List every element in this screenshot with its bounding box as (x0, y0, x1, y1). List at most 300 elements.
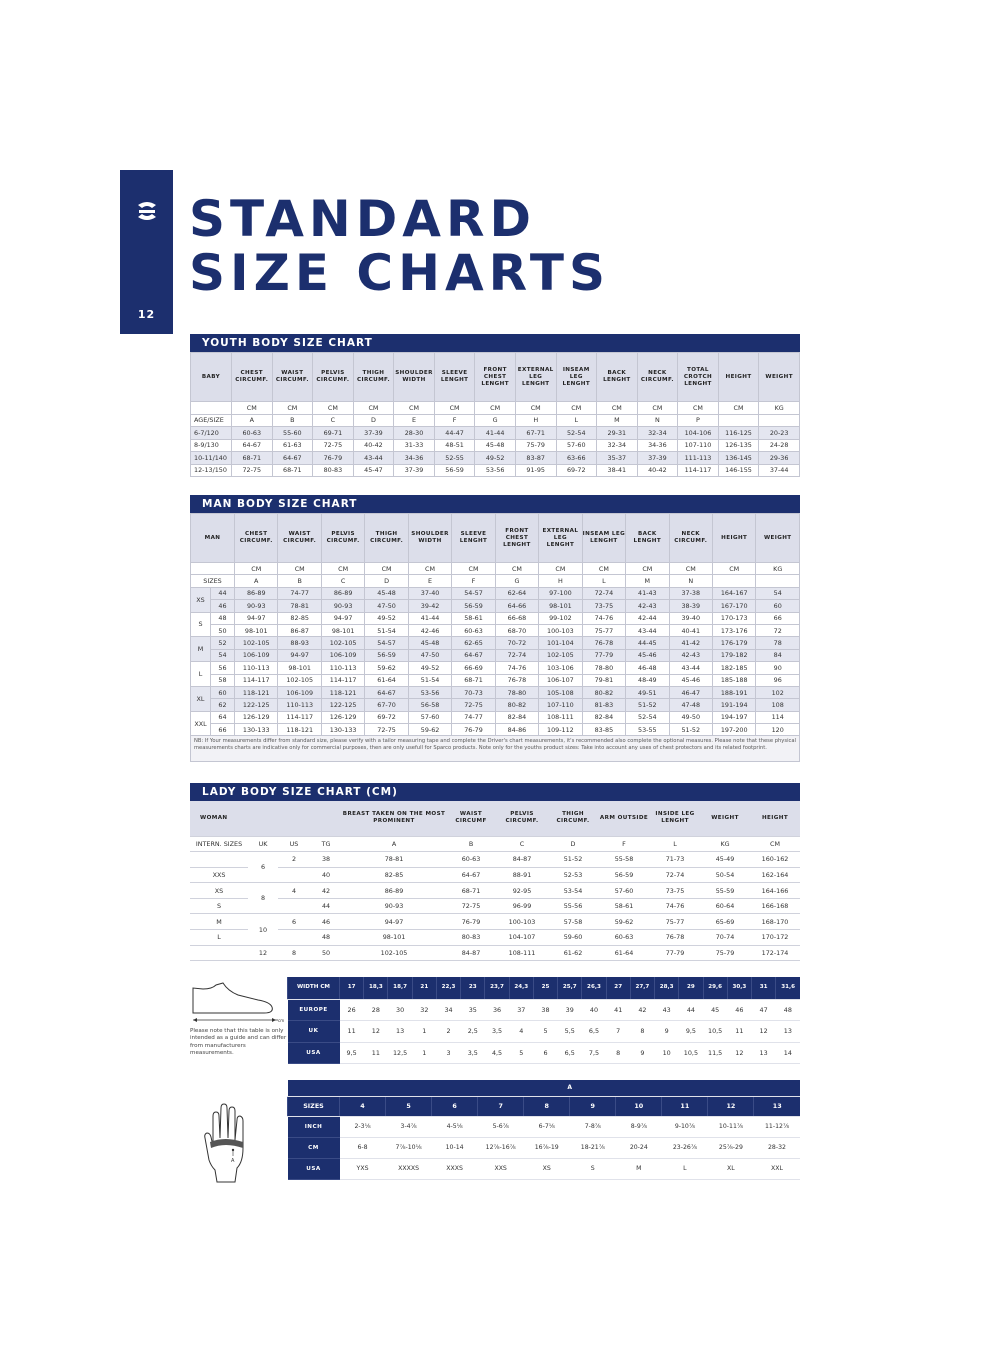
shoe-cell: 13 (776, 1021, 800, 1043)
man-cell: 80-82 (582, 686, 625, 698)
man-table-row (191, 637, 800, 649)
man-cell: 102-105 (235, 637, 278, 649)
shoe-size-row (288, 1021, 801, 1043)
lady-cell: 61-64 (598, 945, 650, 961)
shoe-cell: 26 (340, 999, 364, 1021)
man-cell: 102-105 (278, 674, 321, 686)
youth-cell: 31-33 (394, 439, 435, 452)
lady-cell: 108-111 (496, 945, 548, 961)
man-table-row (191, 649, 800, 661)
man-cell: 103-106 (539, 662, 582, 674)
lady-cell: 92-95 (496, 883, 548, 899)
lady-cell: 102-105 (342, 945, 446, 961)
youth-unit-cell: KG (759, 402, 800, 415)
man-cell: 179-182 (712, 649, 755, 661)
man-cell: 76-78 (582, 637, 625, 649)
youth-cell: 61-63 (272, 439, 313, 452)
man-col-header: NECK CIRCUMF. (669, 514, 712, 563)
man-unit-cell: CM (582, 563, 625, 575)
youth-cell: 10-11/140 (191, 452, 232, 465)
lady-cell: 60-64 (700, 898, 750, 914)
lady-letter-cell: KG (700, 836, 750, 852)
shoe-cell: 32 (412, 999, 436, 1021)
man-cell: 48-49 (626, 674, 669, 686)
lady-cell: 168-170 (750, 914, 800, 930)
youth-col-header: BABY (191, 353, 232, 402)
lady-cell: 6 (278, 914, 310, 930)
glove-cell: 10-11⅞ (708, 1116, 754, 1137)
lady-cell: XS (190, 883, 248, 899)
man-cell: 79-81 (582, 674, 625, 686)
man-cell: 82-84 (495, 711, 538, 723)
man-cell: 72-74 (495, 649, 538, 661)
shoe-cell: 6 (533, 1042, 557, 1064)
glove-size-cell: 8 (524, 1096, 570, 1116)
lady-cell: S (190, 898, 248, 914)
lady-letter-cell: B (446, 836, 496, 852)
man-cell: 66 (756, 612, 800, 624)
shoe-cell: 1 (412, 1042, 436, 1064)
shoe-cell: 11 (727, 1021, 751, 1043)
shoe-row-label: EUROPE (288, 999, 340, 1021)
man-cell: 45-46 (626, 649, 669, 661)
youth-cell: 68-71 (272, 464, 313, 477)
man-cell: 47-48 (669, 699, 712, 711)
man-col-header: PELVIS CIRCUMF. (321, 514, 364, 563)
glove-cell: 11-12⅞ (754, 1116, 800, 1137)
man-cell: 45-46 (669, 674, 712, 686)
man-cell: 37-38 (669, 587, 712, 599)
glove-size-row (288, 1116, 801, 1137)
youth-col-header: BACK LENGHT (597, 353, 638, 402)
page-title (189, 192, 610, 300)
shoe-width-cell: 25,7 (558, 977, 582, 999)
man-cell: 56-59 (365, 649, 408, 661)
man-table-row (191, 624, 800, 636)
shoe-cell: 4,5 (485, 1042, 509, 1064)
man-cell: 70-72 (495, 637, 538, 649)
lady-cell: 98-101 (342, 930, 446, 946)
man-cell: 98-101 (321, 624, 364, 636)
man-unit-cell (191, 563, 235, 575)
shoe-cell: 10,5 (679, 1042, 703, 1064)
man-cell: 74-77 (452, 711, 495, 723)
glove-cell: M (616, 1158, 662, 1179)
glove-size-row (288, 1158, 801, 1179)
shoe-cell: 12,5 (388, 1042, 412, 1064)
lady-letter-cell: CM (750, 836, 800, 852)
lady-table-row (190, 883, 800, 899)
man-col-header: BACK LENGHT (626, 514, 669, 563)
man-cell: 118-121 (235, 686, 278, 698)
lady-cell: 60-63 (446, 852, 496, 868)
shoe-width-cell: 28,3 (655, 977, 679, 999)
youth-cell: 80-83 (313, 464, 354, 477)
youth-col-header: TOTAL CROTCH LENGHT (678, 353, 719, 402)
lady-table-row (190, 945, 800, 961)
shoe-width-cell: 31,6 (776, 977, 800, 999)
man-cell: 114-117 (321, 674, 364, 686)
man-cell: 37-40 (408, 587, 451, 599)
youth-unit-cell: CM (394, 402, 435, 415)
youth-letter-cell: C (313, 414, 354, 427)
youth-letter-cell (759, 414, 800, 427)
man-cell: 98-101 (235, 624, 278, 636)
shoe-row-label: USA (288, 1042, 340, 1064)
man-letter-cell: D (365, 575, 408, 587)
glove-row-label: INCH (288, 1116, 340, 1137)
man-cell: 51-54 (408, 674, 451, 686)
youth-table-row (191, 452, 800, 465)
youth-chart-title: YOUTH BODY SIZE CHART (190, 334, 800, 352)
man-cell: 130-133 (235, 724, 278, 736)
man-cell: 52-54 (626, 711, 669, 723)
hand-icon (195, 1098, 265, 1186)
lady-col-header: WOMAN (190, 801, 342, 836)
man-cell: 64-66 (495, 600, 538, 612)
youth-cell: 8-9/130 (191, 439, 232, 452)
youth-unit-cell: CM (718, 402, 759, 415)
youth-letter-cell: N (637, 414, 678, 427)
man-size-label: XXL (191, 711, 211, 736)
lady-cell: 84-87 (446, 945, 496, 961)
page-title-line-1: STANDARD (189, 190, 536, 248)
youth-unit-cell: CM (272, 402, 313, 415)
man-cell: 106-109 (278, 686, 321, 698)
lady-cell: 64-67 (446, 867, 496, 883)
glove-sizes-label: SIZES (288, 1096, 340, 1116)
man-cell: 40-41 (669, 624, 712, 636)
lady-cell: 160-162 (750, 852, 800, 868)
man-cell: 105-108 (539, 686, 582, 698)
youth-cell: 57-60 (556, 439, 597, 452)
man-letter-cell: A (235, 575, 278, 587)
glove-cell: 4-5⅛ (432, 1116, 478, 1137)
man-unit-cell: CM (539, 563, 582, 575)
glove-head-cell: A (340, 1080, 801, 1096)
youth-cell: 38-41 (597, 464, 638, 477)
man-cell: 81-83 (582, 699, 625, 711)
youth-cell: 75-79 (515, 439, 556, 452)
man-cell: 58-61 (452, 612, 495, 624)
man-col-header: SHOULDER WIDTH (408, 514, 451, 563)
man-units-row (191, 563, 800, 575)
youth-letter-cell (718, 414, 759, 427)
man-letter-cell (756, 575, 800, 587)
man-cell: 68-71 (452, 674, 495, 686)
man-letter-cell: E (408, 575, 451, 587)
youth-col-header: WEIGHT (759, 353, 800, 402)
lady-cell (278, 867, 310, 883)
youth-unit-cell: CM (515, 402, 556, 415)
man-cell: 86-89 (321, 587, 364, 599)
man-cell: 173-176 (712, 624, 755, 636)
glove-size-cell: 5 (386, 1096, 432, 1116)
lady-cell: 172-174 (750, 945, 800, 961)
lady-cell: 68-71 (446, 883, 496, 899)
youth-letter-cell: H (515, 414, 556, 427)
youth-cell: 32-34 (597, 439, 638, 452)
lady-cell: 86-89 (342, 883, 446, 899)
shoe-cell: 1 (412, 1021, 436, 1043)
youth-cell: 37-39 (637, 452, 678, 465)
glove-cell: 23-26⅞ (662, 1137, 708, 1158)
man-cell: 41-44 (408, 612, 451, 624)
man-cell: 41-42 (669, 637, 712, 649)
lady-cell: 57-58 (548, 914, 598, 930)
shoe-cell: 8 (606, 1042, 630, 1064)
lady-letters-row (190, 836, 800, 852)
shoe-cell: 13 (388, 1021, 412, 1043)
youth-cell: 111-113 (678, 452, 719, 465)
youth-letter-cell: B (272, 414, 313, 427)
youth-cell: 44-47 (434, 427, 475, 440)
glove-cell: 2-3⅛ (340, 1116, 386, 1137)
shoe-cell: 6,5 (582, 1021, 606, 1043)
shoe-cell: 38 (533, 999, 557, 1021)
lady-cell: 82-85 (342, 867, 446, 883)
shoe-width-cell: 26,3 (582, 977, 606, 999)
shoe-note: Please note that this table is only intended as a guide and can differ from manufacturers measurements. (190, 1028, 287, 1057)
man-cell: 53-56 (408, 686, 451, 698)
lady-cell: 75-79 (700, 945, 750, 961)
man-cell: 67-70 (365, 699, 408, 711)
man-cell: 82-85 (278, 612, 321, 624)
man-cell: 114-117 (278, 711, 321, 723)
youth-cell: 34-36 (637, 439, 678, 452)
man-table-row (191, 587, 800, 599)
lady-cell: 104-107 (496, 930, 548, 946)
lady-cell: 40 (310, 867, 342, 883)
man-cell: 83-85 (582, 724, 625, 736)
youth-table-row (191, 427, 800, 440)
lady-cell (190, 852, 248, 868)
lady-letter-cell: L (650, 836, 700, 852)
lady-cell: 56-59 (598, 867, 650, 883)
shoe-row-label: UK (288, 1021, 340, 1043)
lady-col-header: HEIGHT (750, 801, 800, 836)
shoe-cell: 9 (630, 1042, 654, 1064)
youth-cell: 67-71 (515, 427, 556, 440)
man-col-header: CHEST CIRCUMF. (235, 514, 278, 563)
man-col-header: WAIST CIRCUMF. (278, 514, 321, 563)
youth-cell: 37-39 (394, 464, 435, 477)
lady-letter-cell: INTERN. SIZES (190, 836, 248, 852)
glove-sizes-row (288, 1096, 801, 1116)
glove-cell: 5-6⅞ (478, 1116, 524, 1137)
youth-cell: 146-155 (718, 464, 759, 477)
youth-cell: 41-44 (475, 427, 516, 440)
man-cell: 185-188 (712, 674, 755, 686)
shoe-width-row (288, 977, 801, 999)
lady-cell: 73-75 (650, 883, 700, 899)
shoe-cell: 11,5 (703, 1042, 727, 1064)
man-cell: 74-76 (495, 662, 538, 674)
shoe-cell: 48 (776, 999, 800, 1021)
youth-unit-cell (191, 402, 232, 415)
shoe-width-cell: 22,3 (436, 977, 460, 999)
man-cell: 102-105 (321, 637, 364, 649)
man-cell: 72-74 (582, 587, 625, 599)
man-cell: 109-112 (539, 724, 582, 736)
man-cell: 107-110 (539, 699, 582, 711)
lady-letter-cell: US (278, 836, 310, 852)
lady-cell: 72-75 (446, 898, 496, 914)
man-cell: 76-79 (452, 724, 495, 736)
youth-unit-cell: CM (678, 402, 719, 415)
glove-cell: 18-21⅞ (570, 1137, 616, 1158)
lady-cell: 45-49 (700, 852, 750, 868)
lady-table-row (190, 898, 800, 914)
youth-header-row (191, 353, 800, 402)
youth-letters-row (191, 414, 800, 427)
man-cell: 51-52 (626, 699, 669, 711)
man-cell: 44 (211, 587, 235, 599)
lady-cell: 59-60 (548, 930, 598, 946)
man-cell: 60-63 (452, 624, 495, 636)
man-cell: 42-44 (626, 612, 669, 624)
shoe-width-cell: 30,3 (727, 977, 751, 999)
man-cell: 43-44 (626, 624, 669, 636)
man-cell: 42-43 (626, 600, 669, 612)
youth-letter-cell: F (434, 414, 475, 427)
lady-cell: 88-91 (496, 867, 548, 883)
man-cell: 120 (756, 724, 800, 736)
lady-col-header: WAIST CIRCUMF (446, 801, 496, 836)
youth-col-header: SLEEVE LENGHT (434, 353, 475, 402)
man-cell: 164-167 (712, 587, 755, 599)
youth-col-header: INSEAM LEG LENGHT (556, 353, 597, 402)
lady-cell: 164-166 (750, 883, 800, 899)
lady-uk-cell: 8 (248, 883, 278, 914)
youth-col-header: SHOULDER WIDTH (394, 353, 435, 402)
glove-cell: L (662, 1158, 708, 1179)
lady-cell: 72-74 (650, 867, 700, 883)
man-size-chart (190, 495, 800, 762)
man-letter-cell: H (539, 575, 582, 587)
lady-cell: 12 (248, 945, 278, 961)
man-col-header: HEIGHT (712, 514, 755, 563)
man-cell: 43-44 (669, 662, 712, 674)
youth-letter-cell: A (232, 414, 273, 427)
lady-cell: 75-77 (650, 914, 700, 930)
youth-col-header: PELVIS CIRCUMF. (313, 353, 354, 402)
man-unit-cell: CM (495, 563, 538, 575)
lady-table-row (190, 852, 800, 868)
man-cell: 122-125 (321, 699, 364, 711)
lady-cell: 2 (278, 852, 310, 868)
youth-cell: 116-125 (718, 427, 759, 440)
shoe-cell: 5,5 (558, 1021, 582, 1043)
shoe-width-cell: 24,3 (509, 977, 533, 999)
man-cell: 50 (211, 624, 235, 636)
youth-col-header: CHEST CIRCUMF. (232, 353, 273, 402)
glove-size-cell: 4 (340, 1096, 386, 1116)
man-cell: 54-57 (365, 637, 408, 649)
shoe-cell: 9,5 (679, 1021, 703, 1043)
lady-cell: 90-93 (342, 898, 446, 914)
man-table-row (191, 662, 800, 674)
shoe-cell: 8 (630, 1021, 654, 1043)
youth-cell: 45-48 (475, 439, 516, 452)
man-letter-cell: N (669, 575, 712, 587)
man-size-label: XS (191, 587, 211, 612)
shoe-cell: 4 (509, 1021, 533, 1043)
youth-cell: 69-71 (313, 427, 354, 440)
lady-cell: 74-76 (650, 898, 700, 914)
man-cell: 72-75 (365, 724, 408, 736)
man-cell: 86-89 (235, 587, 278, 599)
lady-cell: 78-81 (342, 852, 446, 868)
man-cell: 86-87 (278, 624, 321, 636)
man-unit-cell: CM (452, 563, 495, 575)
man-col-header: FRONT CHEST LENGHT (495, 514, 538, 563)
shoe-cell: 47 (751, 999, 775, 1021)
man-cell: 84 (756, 649, 800, 661)
man-cell: 90-93 (321, 600, 364, 612)
shoe-cell: 10 (655, 1042, 679, 1064)
youth-cell: 52-55 (434, 452, 475, 465)
lady-cell: 50-54 (700, 867, 750, 883)
youth-letter-cell: E (394, 414, 435, 427)
man-cell: 98-101 (278, 662, 321, 674)
shoe-size-row (288, 999, 801, 1021)
shoe-cell: 2,5 (461, 1021, 485, 1043)
glove-size-cell: 13 (754, 1096, 800, 1116)
glove-size-cell: 6 (432, 1096, 478, 1116)
youth-cell: 83-87 (515, 452, 556, 465)
glove-cell: 12⅞-16⅞ (478, 1137, 524, 1158)
shoe-cell: 30 (388, 999, 412, 1021)
man-cell: 74-76 (582, 612, 625, 624)
man-cell: 118-121 (321, 686, 364, 698)
lady-letter-cell: A (342, 836, 446, 852)
lady-cell (278, 930, 310, 946)
man-cell: 106-107 (539, 674, 582, 686)
man-cell: 60 (211, 686, 235, 698)
glove-size-row (288, 1137, 801, 1158)
man-col-header: WEIGHT (756, 514, 800, 563)
man-table-row (191, 600, 800, 612)
man-cell: 53-55 (626, 724, 669, 736)
youth-cell: 28-30 (394, 427, 435, 440)
man-unit-cell: CM (408, 563, 451, 575)
glove-size-cell: 9 (570, 1096, 616, 1116)
lady-cell: 58-61 (598, 898, 650, 914)
shoe-cell: 37 (509, 999, 533, 1021)
man-cell: 45-48 (408, 637, 451, 649)
youth-unit-cell: CM (597, 402, 638, 415)
man-unit-cell: CM (278, 563, 321, 575)
man-cell: 57-60 (408, 711, 451, 723)
glove-cell: 20-24 (616, 1137, 662, 1158)
man-cell: 46-48 (626, 662, 669, 674)
man-cell: 66-68 (495, 612, 538, 624)
man-cell: 101-104 (539, 637, 582, 649)
lady-cell: 77-79 (650, 945, 700, 961)
lady-col-header: BREAST TAKEN ON THE MOST PROMINENT (342, 801, 446, 836)
lady-cell: 100-103 (496, 914, 548, 930)
man-cell: 197-200 (712, 724, 755, 736)
man-cell: 114 (756, 711, 800, 723)
shoe-cell: 7 (606, 1021, 630, 1043)
youth-cell: 24-28 (759, 439, 800, 452)
man-cell: 64-67 (365, 686, 408, 698)
man-cell: 54-57 (452, 587, 495, 599)
youth-cell: 63-66 (556, 452, 597, 465)
man-cell: 42-43 (669, 649, 712, 661)
youth-unit-cell: CM (353, 402, 394, 415)
